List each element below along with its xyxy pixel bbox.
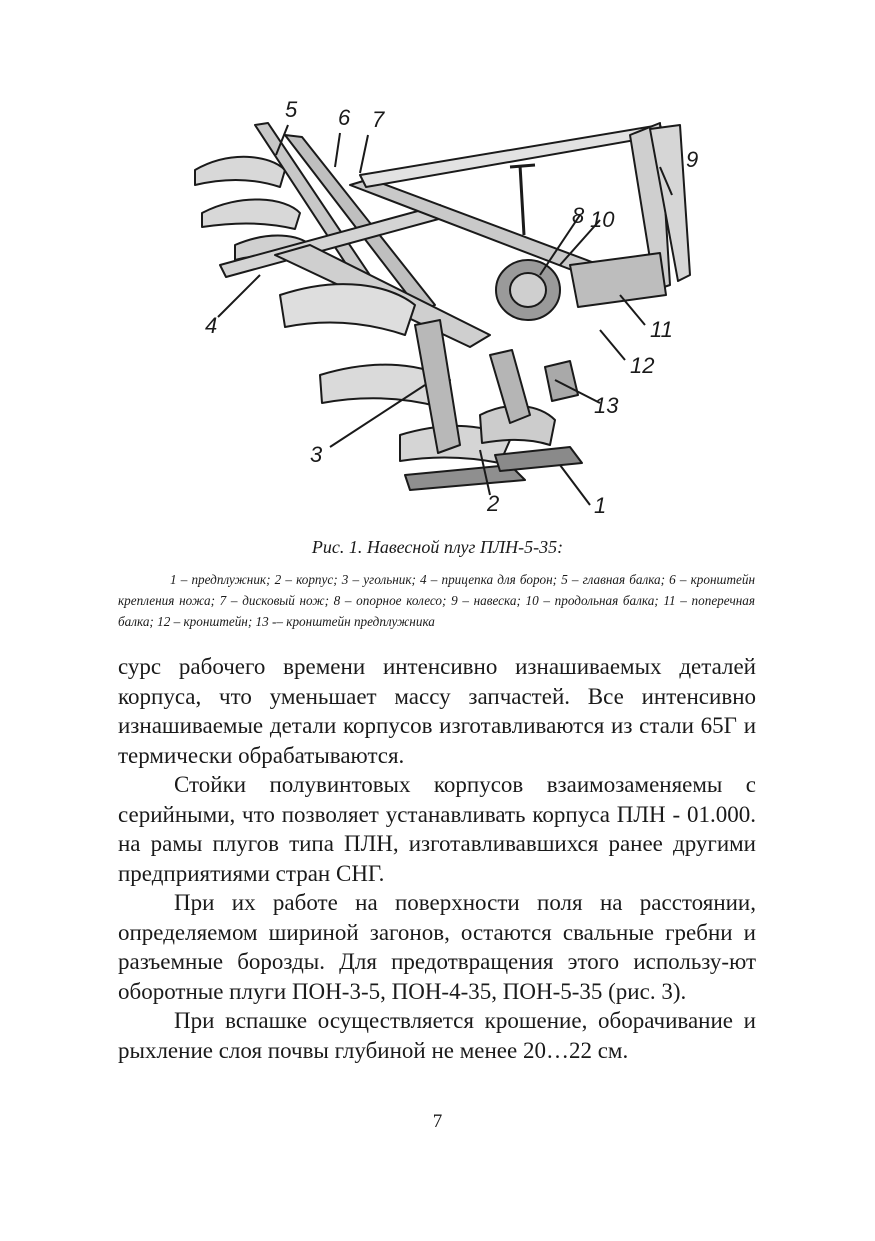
callout-1: 1 <box>594 493 607 518</box>
callout-12: 12 <box>630 353 655 378</box>
paragraph: сурс рабочего времени интенсивно изнашиваемых деталей корпуса, что уменьшает массу запчастей. Все интенсивно изнашиваемые детали корпусов изготавливаются из стали 65Г и термически обрабатываются. <box>118 654 756 768</box>
callout-9: 9 <box>686 147 699 172</box>
figure-caption-title: Рис. 1. Навесной плуг ПЛН-5-35: <box>311 537 564 557</box>
figure-legend <box>118 569 755 632</box>
callout-7: 7 <box>372 107 385 132</box>
paragraph: При вспашке осуществляется крошение, оборачивание и рыхление слоя почвы глубиной не менее 20…22 см. <box>118 1008 756 1063</box>
callout-2: 2 <box>487 491 500 516</box>
callout-4: 4 <box>205 313 218 338</box>
callout-5: 5 <box>285 97 298 122</box>
callout-11: 11 <box>650 317 673 342</box>
callout-13: 13 <box>594 393 619 418</box>
plough-figure <box>190 95 700 520</box>
page-number: 7 <box>432 1111 443 1132</box>
body-text <box>118 652 756 1065</box>
figure-legend-text: 1 – предплужник; 2 – корпус; 3 – угольник; 4 – прицепка для борон; 5 – главная балка; 6 – кронштейн крепления ножа; 7 – дисковый нож; 8 – опорное колесо; 9 – навеска; 10 – продольная балка; 11 – поперечная балка; 12 – кронштейн; 13 -– кронштейн предплужника <box>118 572 755 629</box>
paragraph: Стойки полувинтовых корпусов взаимозаменяемы с серийными, что позволяет устанавливать корпуса ПЛН - 01.000. на рамы плугов типа ПЛН, изготавливавшихся ранее другими предприятиями стран СНГ. <box>118 772 756 886</box>
callout-10: 10 <box>590 207 615 232</box>
paragraph: При их работе на поверхности поля на расстоянии, определяемом шириной загонов, остаются свальные гребни и разъемные борозды. Для предотвращения этого использу-ют оборотные плуги ПОН-3-5, ПОН-4-35, ПОН-5-35 (рис. 3). <box>118 890 756 1004</box>
callout-8: 8 <box>572 203 585 228</box>
callout-3: 3 <box>310 442 323 467</box>
plough-illustration <box>190 95 700 520</box>
callout-6: 6 <box>338 105 351 130</box>
